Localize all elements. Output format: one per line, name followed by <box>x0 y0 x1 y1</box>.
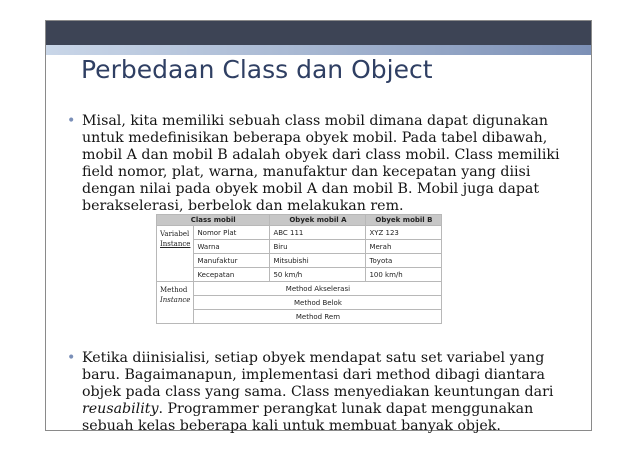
value-b-cell: Merah <box>366 240 442 254</box>
table-header-row <box>157 215 442 226</box>
table-row <box>157 282 442 296</box>
comparison-table-container <box>156 214 442 324</box>
header-obyek-a: Obyek mobil A <box>270 215 366 226</box>
value-b-cell: XYZ 123 <box>366 226 442 240</box>
table-row <box>157 296 442 310</box>
paragraph-2 <box>67 350 582 435</box>
value-a-cell: 50 km/h <box>270 268 366 282</box>
paragraph-2-italic-term: reusability <box>82 401 159 417</box>
method-instance-label: Method Instance <box>157 282 194 324</box>
slide-title: Perbedaan Class dan Object <box>81 55 433 84</box>
table-row <box>157 254 442 268</box>
paragraph-1-text: Misal, kita memiliki sebuah class mobil dimana dapat digunakan untuk medefinisikan beberapa obyek mobil. Pada tabel dibawah, mobil A dan mobil B adalah obyek dari class mobil. Class memiliki field nomor, plat, warna, manufaktur dan kecepatan yang diisi dengan nilai pada obyek mobil A dan mobil B. Mobil juga dapat berakselerasi, berbelok dan melakukan rem. <box>82 113 560 214</box>
value-b-cell: 100 km/h <box>366 268 442 282</box>
value-a-cell: ABC 111 <box>270 226 366 240</box>
method-cell: Method Rem <box>194 310 442 324</box>
slide <box>45 20 592 434</box>
value-b-cell: Toyota <box>366 254 442 268</box>
paragraph-2-text-start: Ketika diinisialisi, setiap obyek mendapat satu set variabel yang baru. Bagaimanapun, implementasi dari method dibagi diantara objek pada class yang sama. Class menyediakan keuntungan dari <box>82 350 554 400</box>
value-a-cell: Biru <box>270 240 366 254</box>
field-cell: Manufaktur <box>194 254 270 268</box>
field-cell: Warna <box>194 240 270 254</box>
variable-instance-label: Variabel Instance <box>157 226 194 282</box>
table-row <box>157 310 442 324</box>
bullet-1: • <box>67 113 76 129</box>
table-row <box>157 226 442 240</box>
header-class-mobil: Class mobil <box>157 215 270 226</box>
comparison-table <box>156 214 442 324</box>
table-row <box>157 268 442 282</box>
paragraph-2-text-end: . Programmer perangkat lunak dapat menggunakan sebuah kelas beberapa kali untuk membuat banyak objek. <box>82 401 534 434</box>
slide-gradient-stripe <box>46 45 591 55</box>
bullet-2: • <box>67 350 76 366</box>
paragraph-1 <box>67 113 582 215</box>
method-cell: Method Akselerasi <box>194 282 442 296</box>
field-cell: Nomor Plat <box>194 226 270 240</box>
table-row <box>157 240 442 254</box>
slide-top-band <box>46 21 591 45</box>
value-a-cell: Mitsubishi <box>270 254 366 268</box>
method-cell: Method Belok <box>194 296 442 310</box>
field-cell: Kecepatan <box>194 268 270 282</box>
header-obyek-b: Obyek mobil B <box>366 215 442 226</box>
